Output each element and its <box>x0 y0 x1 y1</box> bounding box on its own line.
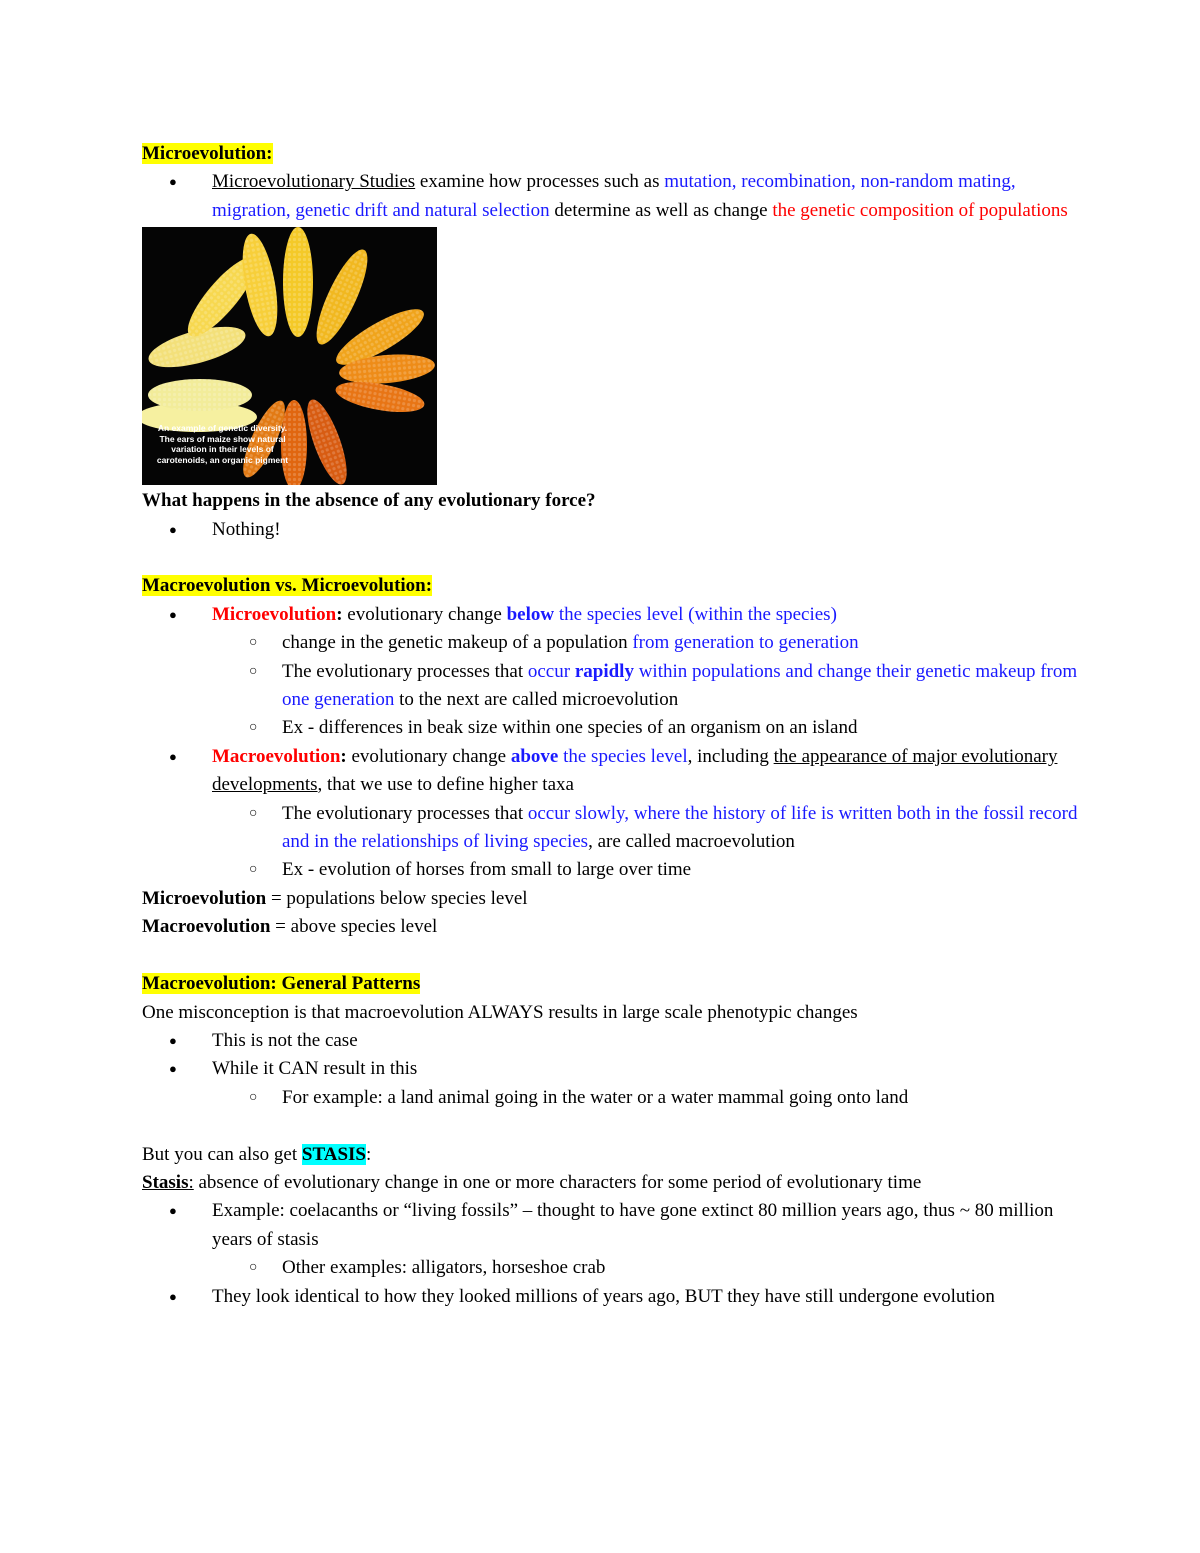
blue-bold-text: below <box>506 603 555 625</box>
summary-micro <box>142 885 1082 913</box>
macro-vs-micro-list <box>142 601 1082 885</box>
colon: : <box>336 603 343 625</box>
list-item <box>142 1027 1082 1055</box>
colon: : <box>340 745 347 767</box>
sub-list-item <box>142 1084 1082 1112</box>
text-span: , including <box>687 745 774 767</box>
blank-line <box>142 544 1082 572</box>
blue-text: occur <box>527 660 575 682</box>
hollow-bullet-icon: ○ <box>249 720 258 736</box>
bullet-icon: ● <box>169 748 177 764</box>
list-item <box>142 516 1082 544</box>
colon: : <box>365 1143 372 1165</box>
bullet-icon: ● <box>169 174 177 190</box>
text-span: But you can also get <box>142 1143 302 1165</box>
text-span: change in the genetic makeup of a population <box>282 632 633 654</box>
stasis-list <box>142 1197 1082 1311</box>
text-span: , that we use to define higher taxa <box>317 774 574 796</box>
general-patterns-heading <box>142 970 1082 998</box>
text-span: absence of evolutionary change in one or more characters for some period of evolutionary time <box>193 1171 922 1193</box>
sub-list-item <box>142 1254 1082 1282</box>
answer-list <box>142 516 1082 544</box>
document-body <box>142 140 1082 1311</box>
maize-diversity-image <box>142 227 437 485</box>
text-span: examine how processes such as <box>415 171 665 193</box>
text-span: Ex - evolution of horses from small to large over time <box>282 859 692 881</box>
blue-text: within populations and change their genetic makeup from one generation <box>282 660 1078 711</box>
text-span: They look identical to how they looked millions of years ago, BUT they have still undergone evolution <box>212 1285 995 1307</box>
patterns-list <box>142 1027 1082 1112</box>
text-span: , are called macroevolution <box>588 831 795 853</box>
sub-list-item <box>142 658 1082 715</box>
term-macroevolution: Macroevolution <box>212 745 341 767</box>
stasis-highlight: STASIS <box>301 1143 366 1165</box>
text-span: This is not the case <box>212 1029 358 1051</box>
list-item <box>142 1197 1082 1254</box>
blue-text: mutation, recombination, non-random mating, migration, genetic drift and natural selection <box>212 171 1016 221</box>
stasis-definition <box>142 1169 1082 1197</box>
blank-line <box>142 942 1082 970</box>
underlined-term: Microevolutionary Studies <box>212 171 416 193</box>
list-item <box>142 1283 1082 1311</box>
bullet-icon: ● <box>169 606 177 622</box>
hollow-bullet-icon: ○ <box>249 862 258 878</box>
term-microevolution: Microevolution <box>212 603 337 625</box>
text-span: The evolutionary processes that <box>282 660 528 682</box>
red-text: the genetic composition of populations <box>772 199 1068 221</box>
blue-bold-text: above <box>510 745 559 767</box>
summary-term: Microevolution <box>142 887 267 909</box>
bullet-icon: ● <box>169 521 177 537</box>
heading-highlight: Macroevolution: General Patterns <box>142 973 421 995</box>
text-span: The evolutionary processes that <box>282 802 528 824</box>
macro-vs-micro-heading <box>142 572 1082 600</box>
blue-text: from generation to generation <box>632 632 859 654</box>
answer-text: Nothing! <box>212 518 281 540</box>
text-span: While it CAN result in this <box>212 1058 418 1080</box>
summary-text: = populations below species level <box>266 887 528 909</box>
list-item <box>142 1055 1082 1083</box>
text-span: evolutionary change <box>346 745 511 767</box>
question-line: What happens in the absence of any evolutionary force? <box>142 490 596 512</box>
text-span: Other examples: alligators, horseshoe crab <box>282 1257 606 1279</box>
text-span: Example: coelacanths or “living fossils” – thought to have gone extinct 80 million years ago, thus ~ 80 million years of stasis <box>212 1200 1054 1250</box>
summary-term: Macroevolution <box>142 916 271 938</box>
colon: : <box>188 1171 194 1193</box>
list-item <box>142 601 1082 629</box>
stasis-term: Stasis <box>142 1171 189 1193</box>
text-span: determine as well as change <box>549 199 773 221</box>
list-item <box>142 168 1082 225</box>
bullet-icon: ● <box>169 1032 177 1048</box>
blue-bold-text: rapidly <box>574 660 634 682</box>
stasis-intro <box>142 1141 1082 1169</box>
text-span: For example: a land animal going in the water or a water mammal going onto land <box>282 1086 909 1108</box>
heading-highlight: Macroevolution vs. Microevolution: <box>142 575 433 597</box>
sub-list-item <box>142 856 1082 884</box>
microevolution-heading <box>142 140 1082 168</box>
bullet-icon: ● <box>169 1203 177 1219</box>
underlined-text: the appearance of major evolutionary developments <box>212 745 1058 796</box>
sub-list-item <box>142 800 1082 857</box>
blank-line <box>142 1112 1082 1140</box>
hollow-bullet-icon: ○ <box>249 805 258 821</box>
text-span: evolutionary change <box>342 603 507 625</box>
hollow-bullet-icon: ○ <box>249 635 258 651</box>
microevolution-list <box>142 168 1082 225</box>
blue-text: the species level <box>558 745 688 767</box>
text-span: Ex - differences in beak size within one species of an organism on an island <box>282 717 858 739</box>
bullet-icon: ● <box>169 1061 177 1077</box>
image-caption: An example of genetic diversity. The ears of maize show natural variation in their levels of carotenoids, an organic pigment <box>156 423 289 465</box>
text-span: to the next are called microevolution <box>394 689 679 711</box>
summary-macro <box>142 913 1082 941</box>
blue-text: occur slowly, where the history of life is written both in the fossil record and in the relationships of living species <box>282 802 1078 853</box>
heading-highlight: Microevolution: <box>142 143 273 164</box>
sub-list-item <box>142 629 1082 657</box>
list-item <box>142 743 1082 800</box>
bullet-icon: ● <box>169 1288 177 1304</box>
paragraph: One misconception is that macroevolution ALWAYS results in large scale phenotypic changes <box>142 1001 858 1023</box>
hollow-bullet-icon: ○ <box>249 1089 258 1105</box>
hollow-bullet-icon: ○ <box>249 663 258 679</box>
blue-text: the species level (within the species) <box>554 603 837 625</box>
sub-list-item <box>142 714 1082 742</box>
summary-text: = above species level <box>270 916 438 938</box>
hollow-bullet-icon: ○ <box>249 1260 258 1276</box>
